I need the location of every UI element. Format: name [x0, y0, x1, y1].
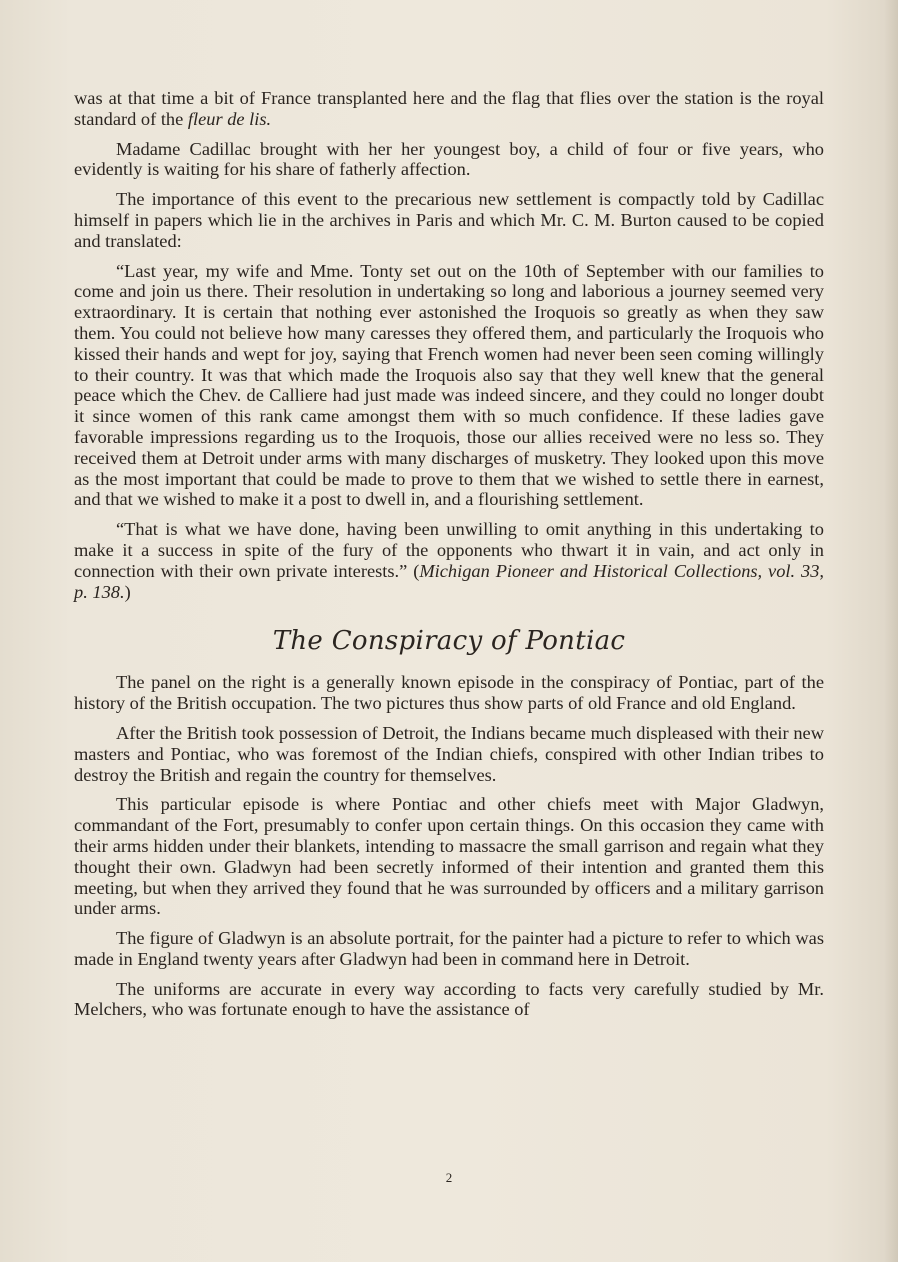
paragraph-gladwyn-portrait: The figure of Gladwyn is an absolute portrait, for the painter had a picture to refer to which was made in England twenty years after Gladwyn had been in command here in Detroit. — [74, 928, 824, 969]
citation-italic: Michigan Pioneer and Historical Collections, vol. 33, p. 138. — [74, 560, 824, 602]
paragraph-text-after: ) — [124, 581, 131, 602]
section-heading: The Conspiracy of Pontiac — [272, 626, 626, 657]
page-edge-shadow — [884, 0, 898, 1262]
paragraph-episode: This particular episode is where Pontiac and other chiefs meet with Major Gladwyn, commandant of the Fort, presumably to confer upon certain things. On this occasion they came with their arms hidden under their blankets, intending to massacre the small garrison and regain what they thought their own. Gladwyn had been secretly informed of their intention and granted them this meeting, but when they arrived they found that he was surrounded by officers and a military garrison under arms. — [74, 794, 824, 919]
paragraph-quote-that-is-what — [74, 519, 824, 602]
paragraph-madame-cadillac: Madame Cadillac brought with her her youngest boy, a child of four or five years, who evidently is waiting for his share of fatherly affection. — [74, 138, 824, 180]
paragraph-text: “That is what we have done, having been unwilling to omit anything in this undertaking to make it a success in spite of the fury of the opponents who thwart it in vain, and act only in connection with their own private interests.” ( — [74, 519, 824, 581]
paragraph-uniforms: The uniforms are accurate in every way according to facts very carefully studied by Mr. Melchers, who was fortunate enough to have the assistance of — [74, 978, 824, 1020]
paragraph-text: was at that time a bit of France transplanted here and the flag that flies over the station is the royal standard of the — [74, 88, 824, 129]
paragraph-fleur-de-lis — [74, 88, 824, 130]
paragraph-quote-last-year: “Last year, my wife and Mme. Tonty set out on the 10th of September with our families to come and join us there. Their resolution in undertaking so long and laborious a journey seemed very extraordinary. It is certain that nothing ever astonished the Iroquois so greatly as when they saw them. You could not believe how many caresses they offered them, and particularly the Iroquois who kissed their hands and wept for joy, saying that French women had never been seen coming willingly to their country. It was that which made the Iroquois also say that they well knew that the general peace which the Chev. de Calliere had just made was indeed sincere, and they could no longer doubt it since women of this rank came amongst them with so much confidence. If these ladies gave favorable impressions regarding us to the Iroquois, those our allies received were no less so. They received them at Detroit under arms with many discharges of musketry. They looked upon this move as the most important that could be made to prove to them that we wished to settle there in earnest, and that we wished to make it a post to dwell in, and a flourishing settlement. — [74, 260, 824, 510]
paragraph-italic: fleur de lis. — [187, 108, 272, 129]
paragraph-importance: The importance of this event to the precarious new settlement is compactly told by Cadillac himself in papers which lie in the archives in Paris and which Mr. C. M. Burton caused to be copied and translated: — [74, 189, 824, 251]
page-number: 2 — [445, 1170, 453, 1185]
paragraph-panel-right: The panel on the right is a generally known episode in the conspiracy of Pontiac, part of the history of the British occupation. The two pictures thus show parts of old France and old England. — [74, 672, 824, 714]
body-text — [74, 88, 824, 1029]
paragraph-british-possession: After the British took possession of Detroit, the Indians became much displeased with their new masters and Pontiac, who was foremost of the Indian chiefs, conspired with other Indian tribes to destroy the British and regain the country for themselves. — [74, 722, 824, 785]
